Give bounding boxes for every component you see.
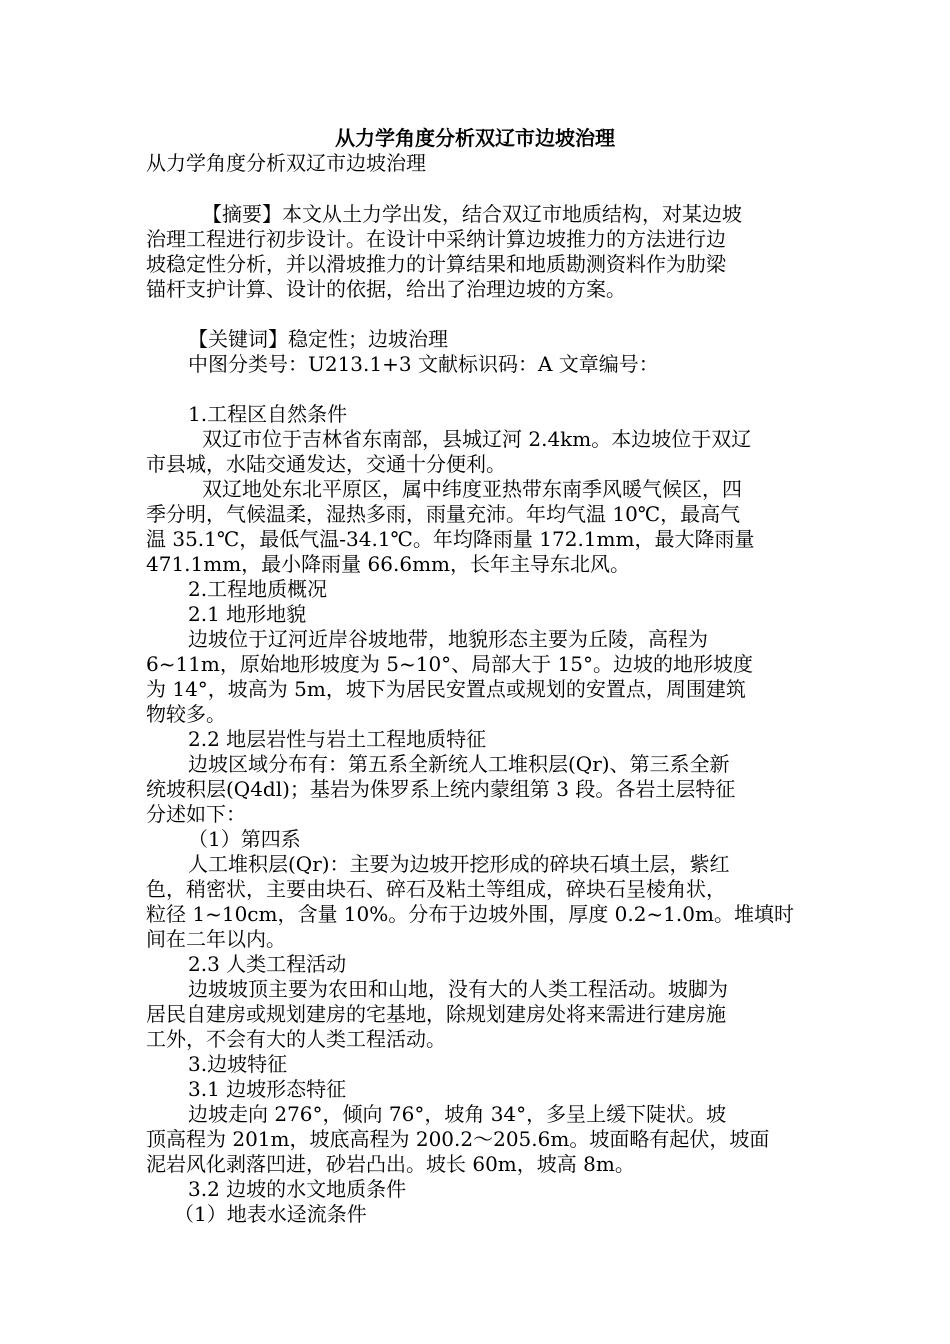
keywords-line: 【关键词】稳定性；边坡治理 (188, 327, 448, 351)
abstract-line: 治理工程进行初步设计。在设计中采纳计算边坡推力的方法进行边 (146, 227, 726, 251)
subsection-heading: 2.3 人类工程活动 (188, 952, 347, 976)
body-line: 分述如下： (146, 802, 246, 826)
body-line: 居民自建房或规划建房的宅基地，除规划建房处将来需进行建房施 (146, 1002, 726, 1026)
body-line: 粒径 1~10cm，含量 10%。分布于边坡外围，厚度 0.2~1.0m。堆填时 (146, 902, 794, 926)
body-line: 物较多。 (146, 702, 226, 726)
subtitle-line: 从力学角度分析双辽市边坡治理 (146, 151, 426, 175)
section-heading: 2.工程地质概况 (188, 577, 328, 601)
body-line: 工外，不会有大的人类工程活动。 (146, 1027, 446, 1051)
subsection-heading: 3.2 边坡的水文地质条件 (188, 1177, 407, 1201)
list-item-heading: （1）地表水迳流条件 (174, 1202, 367, 1226)
body-line: 人工堆积层(Qr)：主要为边坡开挖形成的碎块石填土层，紫红 (188, 852, 730, 876)
body-line: 统坡积层(Q4dl)；基岩为侏罗系上统内蒙组第 3 段。各岩土层特征 (146, 777, 736, 801)
body-line: 边坡走向 276°，倾向 76°，坡角 34°，多呈上缓下陡状。坡 (188, 1102, 727, 1126)
body-line: 双辽市位于吉林省东南部，县城辽河 2.4km。本边坡位于双辽 (202, 427, 752, 451)
body-line: 为 14°，坡高为 5m，坡下为居民安置点或规划的安置点，周围建筑 (146, 677, 746, 701)
body-line: 季分明，气候温柔，湿热多雨，雨量充沛。年均气温 10℃，最高气 (146, 502, 741, 526)
body-line: 色，稍密状，主要由块石、碎石及粘土等组成，碎块石呈棱角状， (146, 877, 726, 901)
body-line: 边坡坡顶主要为农田和山地，没有大的人类工程活动。坡脚为 (188, 977, 728, 1001)
body-line: 间在二年以内。 (146, 927, 286, 951)
abstract-line: 【摘要】本文从土力学出发，结合双辽市地质结构，对某边坡 (202, 202, 742, 226)
section-heading: 1.工程区自然条件 (188, 402, 348, 426)
classification-line: 中图分类号：U213.1+3 文献标识码：A 文章编号： (188, 352, 659, 376)
body-line: 泥岩风化剥落凹进，砂岩凸出。坡长 60m，坡高 8m。 (146, 1152, 635, 1176)
body-line: 6~11m，原始地形坡度为 5~10°、局部大于 15°。边坡的地形坡度 (146, 652, 753, 676)
body-line: 471.1mm，最小降雨量 66.6mm，长年主导东北风。 (146, 552, 631, 576)
body-line: 市县城，水陆交通发达，交通十分便利。 (146, 452, 506, 476)
list-item-heading: （1）第四系 (188, 827, 301, 851)
body-line: 温 35.1℃，最低气温-34.1℃。年均降雨量 172.1mm，最大降雨量 (146, 527, 755, 551)
section-heading: 3.边坡特征 (188, 1052, 288, 1076)
subsection-heading: 2.2 地层岩性与岩土工程地质特征 (188, 727, 487, 751)
document-title: 从力学角度分析双辽市边坡治理 (335, 126, 615, 150)
subsection-heading: 3.1 边坡形态特征 (188, 1077, 347, 1101)
abstract-line: 锚杆支护计算、设计的依据，给出了治理边坡的方案。 (146, 277, 626, 301)
body-line: 双辽地处东北平原区，属中纬度亚热带东南季风暖气候区，四 (202, 477, 742, 501)
subsection-heading: 2.1 地形地貌 (188, 602, 307, 626)
abstract-line: 坡稳定性分析，并以滑坡推力的计算结果和地质勘测资料作为肋梁 (146, 252, 726, 276)
body-line: 顶高程为 201m，坡底高程为 200.2～205.6m。坡面略有起伏，坡面 (146, 1127, 770, 1151)
body-line: 边坡位于辽河近岸谷坡地带，地貌形态主要为丘陵，高程为 (188, 627, 708, 651)
body-line: 边坡区域分布有：第五系全新统人工堆积层(Qr)、第三系全新 (188, 752, 730, 776)
